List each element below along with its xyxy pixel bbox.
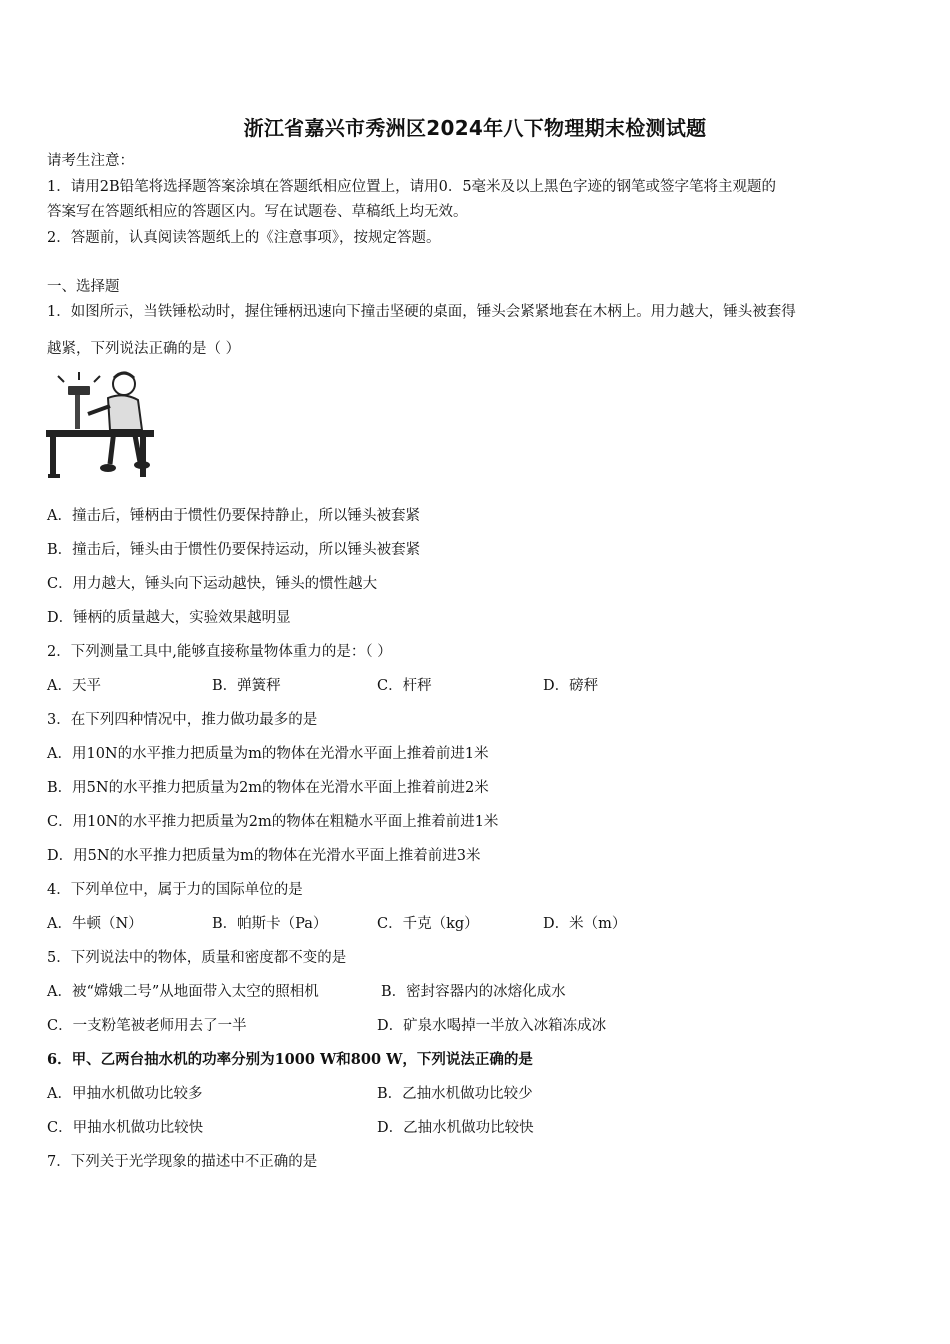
- notice-item-1: 1．请用2B铅笔将选择题答案涂填在答题纸相应位置上，请用0．5毫米及以上黑色字迹的钢笔或签字笔将主观题的: [47, 179, 777, 195]
- question-5-stem: 5．下列说法中的物体，质量和密度都不变的是: [47, 950, 347, 966]
- question-3-option-c: C．用10N的水平推力把质量为2m的物体在粗糙水平面上推着前进1米: [47, 814, 499, 830]
- question-7-stem: 7．下列关于光学现象的描述中不正确的是: [47, 1154, 318, 1170]
- question-1-option-d: D．锤柄的质量越大，实验效果越明显: [47, 610, 291, 626]
- question-3-option-b: B．用5N的水平推力把质量为2m的物体在光滑水平面上推着前进2米: [47, 780, 489, 796]
- notice-item-2: 2．答题前，认真阅读答题纸上的《注意事项》，按规定答题。: [47, 230, 441, 246]
- question-2-option-d: D．磅秤: [543, 678, 599, 694]
- question-4-option-c: C．千克（kg）: [377, 916, 479, 932]
- question-5-option-d: D．矿泉水喝掉一半放入冰箱冻成冰: [377, 1018, 607, 1034]
- question-6-option-d: D．乙抽水机做功比较快: [377, 1120, 534, 1136]
- question-1-option-b: B．撞击后，锤头由于惯性仍要保持运动，所以锤头被套紧: [47, 542, 421, 558]
- question-5-option-b: B．密封容器内的冰熔化成水: [381, 984, 566, 1000]
- question-2-option-a: A．天平: [47, 678, 101, 694]
- question-3-stem: 3．在下列四种情况中，推力做功最多的是: [47, 712, 318, 728]
- question-1-option-c: C．用力越大，锤头向下运动越快，锤头的惯性越大: [47, 576, 378, 592]
- hammer-on-bench-illustration-icon: [44, 368, 160, 486]
- question-4-option-a: A．牛顿（N）: [47, 916, 143, 932]
- question-3-option-d: D．用5N的水平推力把质量为m的物体在光滑水平面上推着前进3米: [47, 848, 481, 864]
- question-2-option-b: B．弹簧秤: [212, 678, 281, 694]
- notice-item-1-cont: 答案写在答题纸相应的答题区内。写在试题卷、草稿纸上均无效。: [47, 204, 468, 220]
- question-5-option-a: A．被“嫦娥二号”从地面带入太空的照相机: [47, 984, 319, 1000]
- question-1-stem-cont: 越紧，下列说法正确的是（ ）: [47, 341, 241, 357]
- question-2-option-c: C．杆秤: [377, 678, 432, 694]
- question-4-option-b: B．帕斯卡（Pa）: [212, 916, 328, 932]
- question-1-stem: 1．如图所示，当铁锤松动时，握住锤柄迅速向下撞击坚硬的桌面，锤头会紧紧地套在木柄上。用力越大，锤头被套得: [47, 304, 796, 320]
- question-1-option-a: A．撞击后，锤柄由于惯性仍要保持静止，所以锤头被套紧: [47, 508, 420, 524]
- question-4-stem: 4．下列单位中，属于力的国际单位的是: [47, 882, 303, 898]
- question-3-option-a: A．用10N的水平推力把质量为m的物体在光滑水平面上推着前进1米: [47, 746, 489, 762]
- question-2-stem: 2．下列测量工具中,能够直接称量物体重力的是：（ ）: [47, 644, 392, 660]
- question-4-option-d: D．米（m）: [543, 916, 627, 932]
- section-heading: 一、选择题: [47, 279, 120, 295]
- question-6-option-c: C．甲抽水机做功比较快: [47, 1120, 204, 1136]
- question-6-option-a: A．甲抽水机做功比较多: [47, 1086, 203, 1102]
- page-title: 浙江省嘉兴市秀洲区2024年八下物理期末检测试题: [243, 116, 707, 140]
- question-6-option-b: B．乙抽水机做功比较少: [377, 1086, 533, 1102]
- question-5-option-c: C．一支粉笔被老师用去了一半: [47, 1018, 247, 1034]
- notice-heading: 请考生注意：: [47, 153, 134, 169]
- question-6-stem: 6．甲、乙两台抽水机的功率分别为1000 W和800 W，下列说法正确的是: [47, 1051, 533, 1068]
